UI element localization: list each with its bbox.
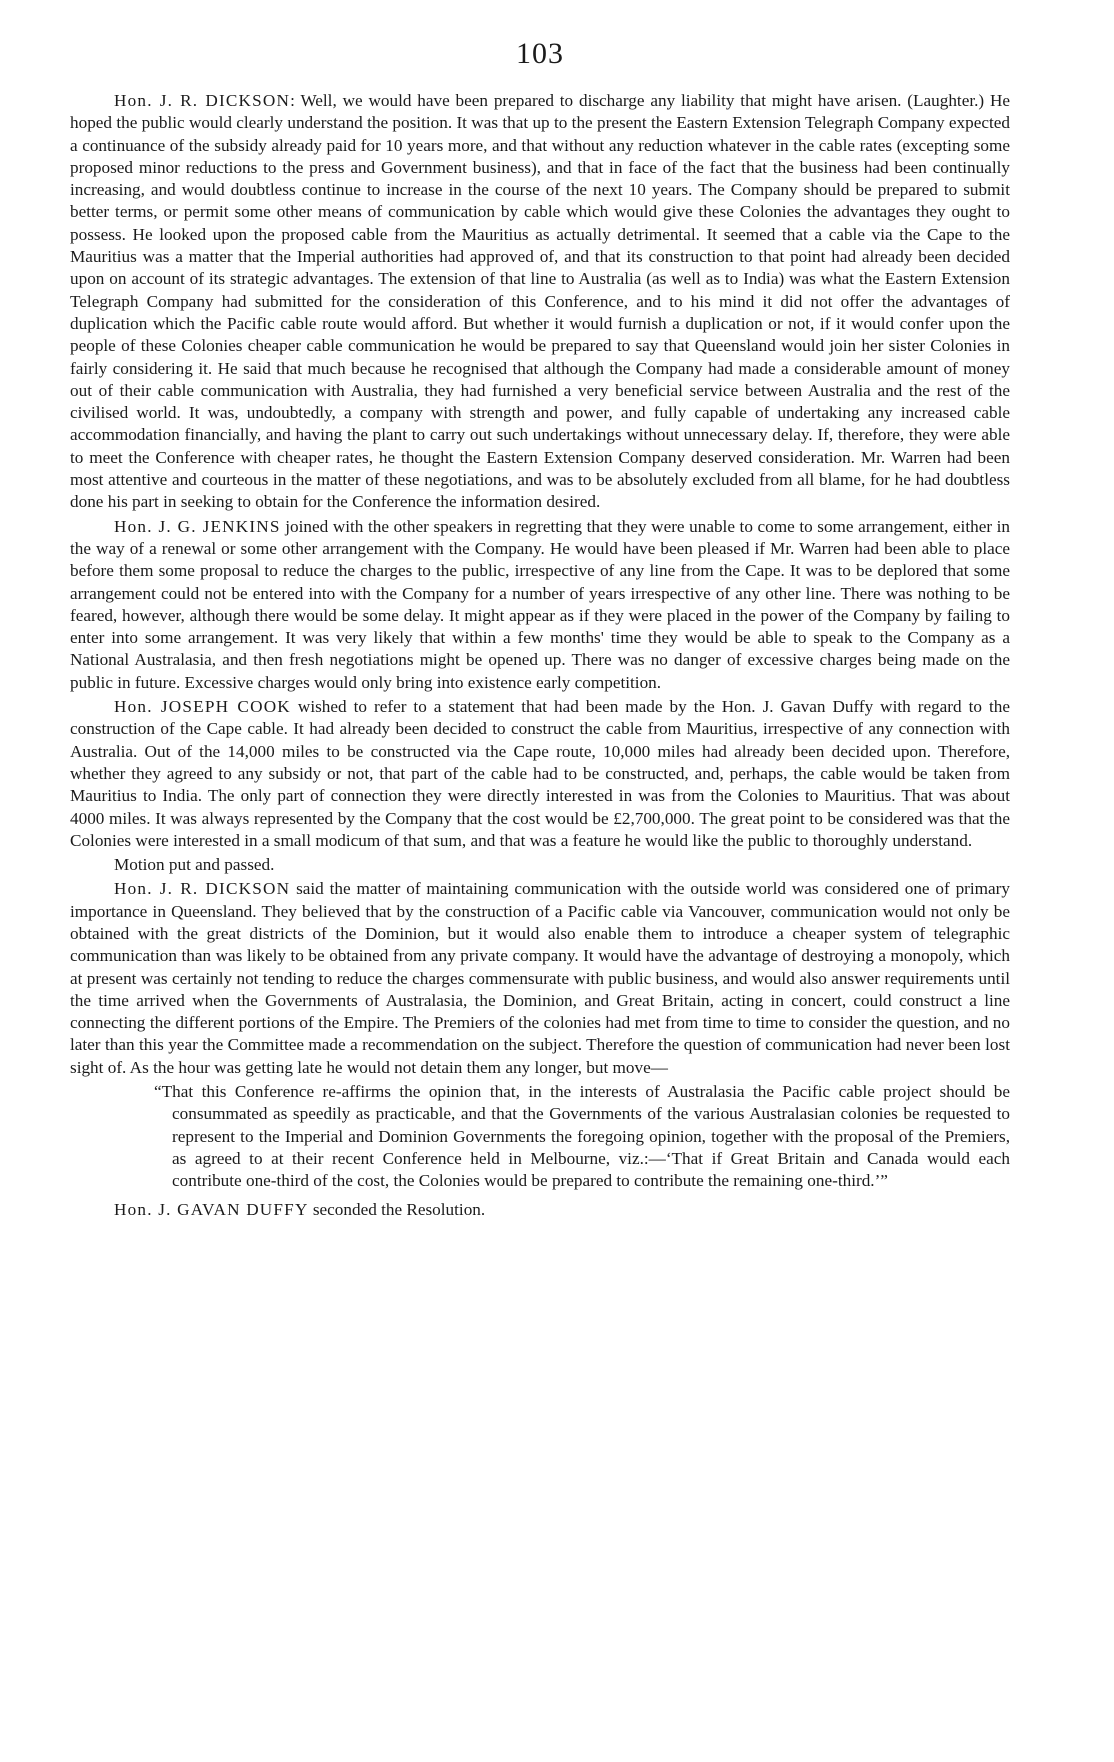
paragraph-motion <box>70 854 1010 876</box>
resolution-quote: “That this Conference re-affirms the opinion that, in the interests of Australasia the Pacific cable project should be consummated as speedily as practicable, and that the Governments of the various Australasian colonies be requested to represent to the Imperial and Dominion Governments the foregoing opinion, together with the proposal of the Premiers, as agreed to at their recent Conference held in Melbourne, viz.:—‘That if Great Britain and Canada would each contribute one-third of the cost, the Colonies would be prepared to contribute the remaining one-third.’” <box>154 1082 1010 1191</box>
speaker-name: Hon. J. GAVAN DUFFY <box>114 1199 309 1219</box>
speaker-name: Hon. J. R. DICKSON <box>114 879 291 899</box>
paragraph-cook <box>70 696 1010 852</box>
speaker-name: Hon. JOSEPH COOK <box>114 697 291 717</box>
speaker-name: Hon. J. G. JENKINS <box>114 516 281 536</box>
paragraph-text: : Well, we would have been prepared to discharge any liability that might have arisen. (Laughter.) He hoped the public would clearly understand the position. It was that up to the present the Eastern Extension Telegraph Company expected a continuance of the subsidy already paid for 10 years more, and that without any reduction whatever in the cable rates (excepting some proposed minor reductions to the press and Government business), and that in face of the fact that the business had been continually increasing, and would doubtless continue to increase in the course of the next 10 years. The Company should be prepared to submit better terms, or permit some other means of communication by cable which would give these Colonies the advantages they ought to possess. He looked upon the proposed cable from the Mauritius as actually detrimental. It seemed that a cable via the Cape to the Mauritius was a matter that the Imperial authorities had approved of, and that its construction to that point had already been decided upon on account of its strategic advantages. The extension of that line to Australia (as well as to India) was what the Eastern Extension Telegraph Company had submitted for the consideration of this Conference, and to his mind it did not offer the advantages of duplication which the Pacific cable route would afford. But whether it would furnish a duplication or not, if it would confer upon the people of these Colonies cheaper cable communication he would be prepared to say that Queensland would join her sister Colonies in fairly considering it. He said that much because he recognised that although the Company had made a considerable amount of money out of their cable communication with Australia, they had furnished a very beneficial service between Australia and the rest of the civilised world. It was, undoubtedly, a company with strength and power, and fully capable of undertaking any increased cable accommodation financially, and having the plant to carry out such undertakings without unnecessary delay. If, therefore, they were able to meet the Conference with cheaper rates, he thought the Eastern Extension Company deserved consideration. Mr. Warren had been most attentive and courteous in the matter of these negotiations, and was to be absolutely excluded from all blame, for he had doubtless done his part in seeking to obtain for the Conference the information desired. <box>70 91 1010 512</box>
paragraph-dickson-1 <box>70 90 1010 514</box>
paragraph-text: said the matter of maintaining communication with the outside world was considered one of primary importance in Queensland. They believed that by the construction of a Pacific cable via Vancouver, communication would not only be obtained with the great districts of the Dominion, but it would also enable them to introduce a cheaper system of telegraphic communication than was likely to be obtained from any private company. It would have the advantage of destroying a monopoly, which at present was certainly not tending to reduce the charges commensurate with public business, and would also answer requirements until the time arrived when the Governments of Australasia, the Dominion, and Great Britain, acting in concert, could construct a line connecting the different portions of the Empire. The Premiers of the colonies had met from time to time to consider the question, and no later than this year the Committee made a recommendation on the subject. Therefore the question of communication had never been lost sight of. As the hour was getting late he would not detain them any longer, but move— <box>70 879 1011 1077</box>
paragraph-text: Motion put and passed. <box>114 855 275 875</box>
paragraph-jenkins <box>70 516 1010 694</box>
paragraph-dickson-2 <box>70 878 1010 1079</box>
page-number: 103 <box>516 37 564 70</box>
paragraph-duffy <box>70 1199 1010 1221</box>
document-page <box>70 36 1010 1221</box>
paragraph-text: seconded the Resolution. <box>308 1199 486 1219</box>
speaker-name: Hon. J. R. DICKSON <box>114 91 291 110</box>
paragraph-text: wished to refer to a statement that had been made by the Hon. J. Gavan Duffy with regard to the construction of the Cape cable. It had already been decided to construct the cable from Mauritius, irrespective of any connection with Australia. Out of the 14,000 miles to be constructed via the Cape route, 10,000 miles had already been decided upon. Therefore, whether they agreed to any subsidy or not, that part of the cable had to be constructed, and, perhaps, the cable would be taken from Mauritius to India. The only part of connection they were directly interested in was from the Colonies to Mauritius. That was about 4000 miles. It was always represented by the Company that the cost would be £2,700,000. The great point to be considered was that the Colonies were interested in a small modicum of that sum, and that was a feature he would like the public to thoroughly understand. <box>70 697 1010 850</box>
paragraph-text: joined with the other speakers in regretting that they were unable to come to some arrangement, either in the way of a renewal or some other arrangement with the Company. He would have been pleased if Mr. Warren had been able to place before them some proposal to reduce the charges to the public, irrespective of any line from the Cape. It was to be deplored that some arrangement could not be entered into with the Company for a number of years irrespective of any other line. There was nothing to be feared, however, although there would be some delay. It might appear as if they were placed in the power of the Company by failing to enter into some arrangement. It was very likely that within a few months' time they would be able to speak to the Company as a National Australasia, and then fresh negotiations might be opened up. There was no danger of excessive charges being made on the public in future. Excessive charges would only bring into existence early competition. <box>70 516 1011 692</box>
